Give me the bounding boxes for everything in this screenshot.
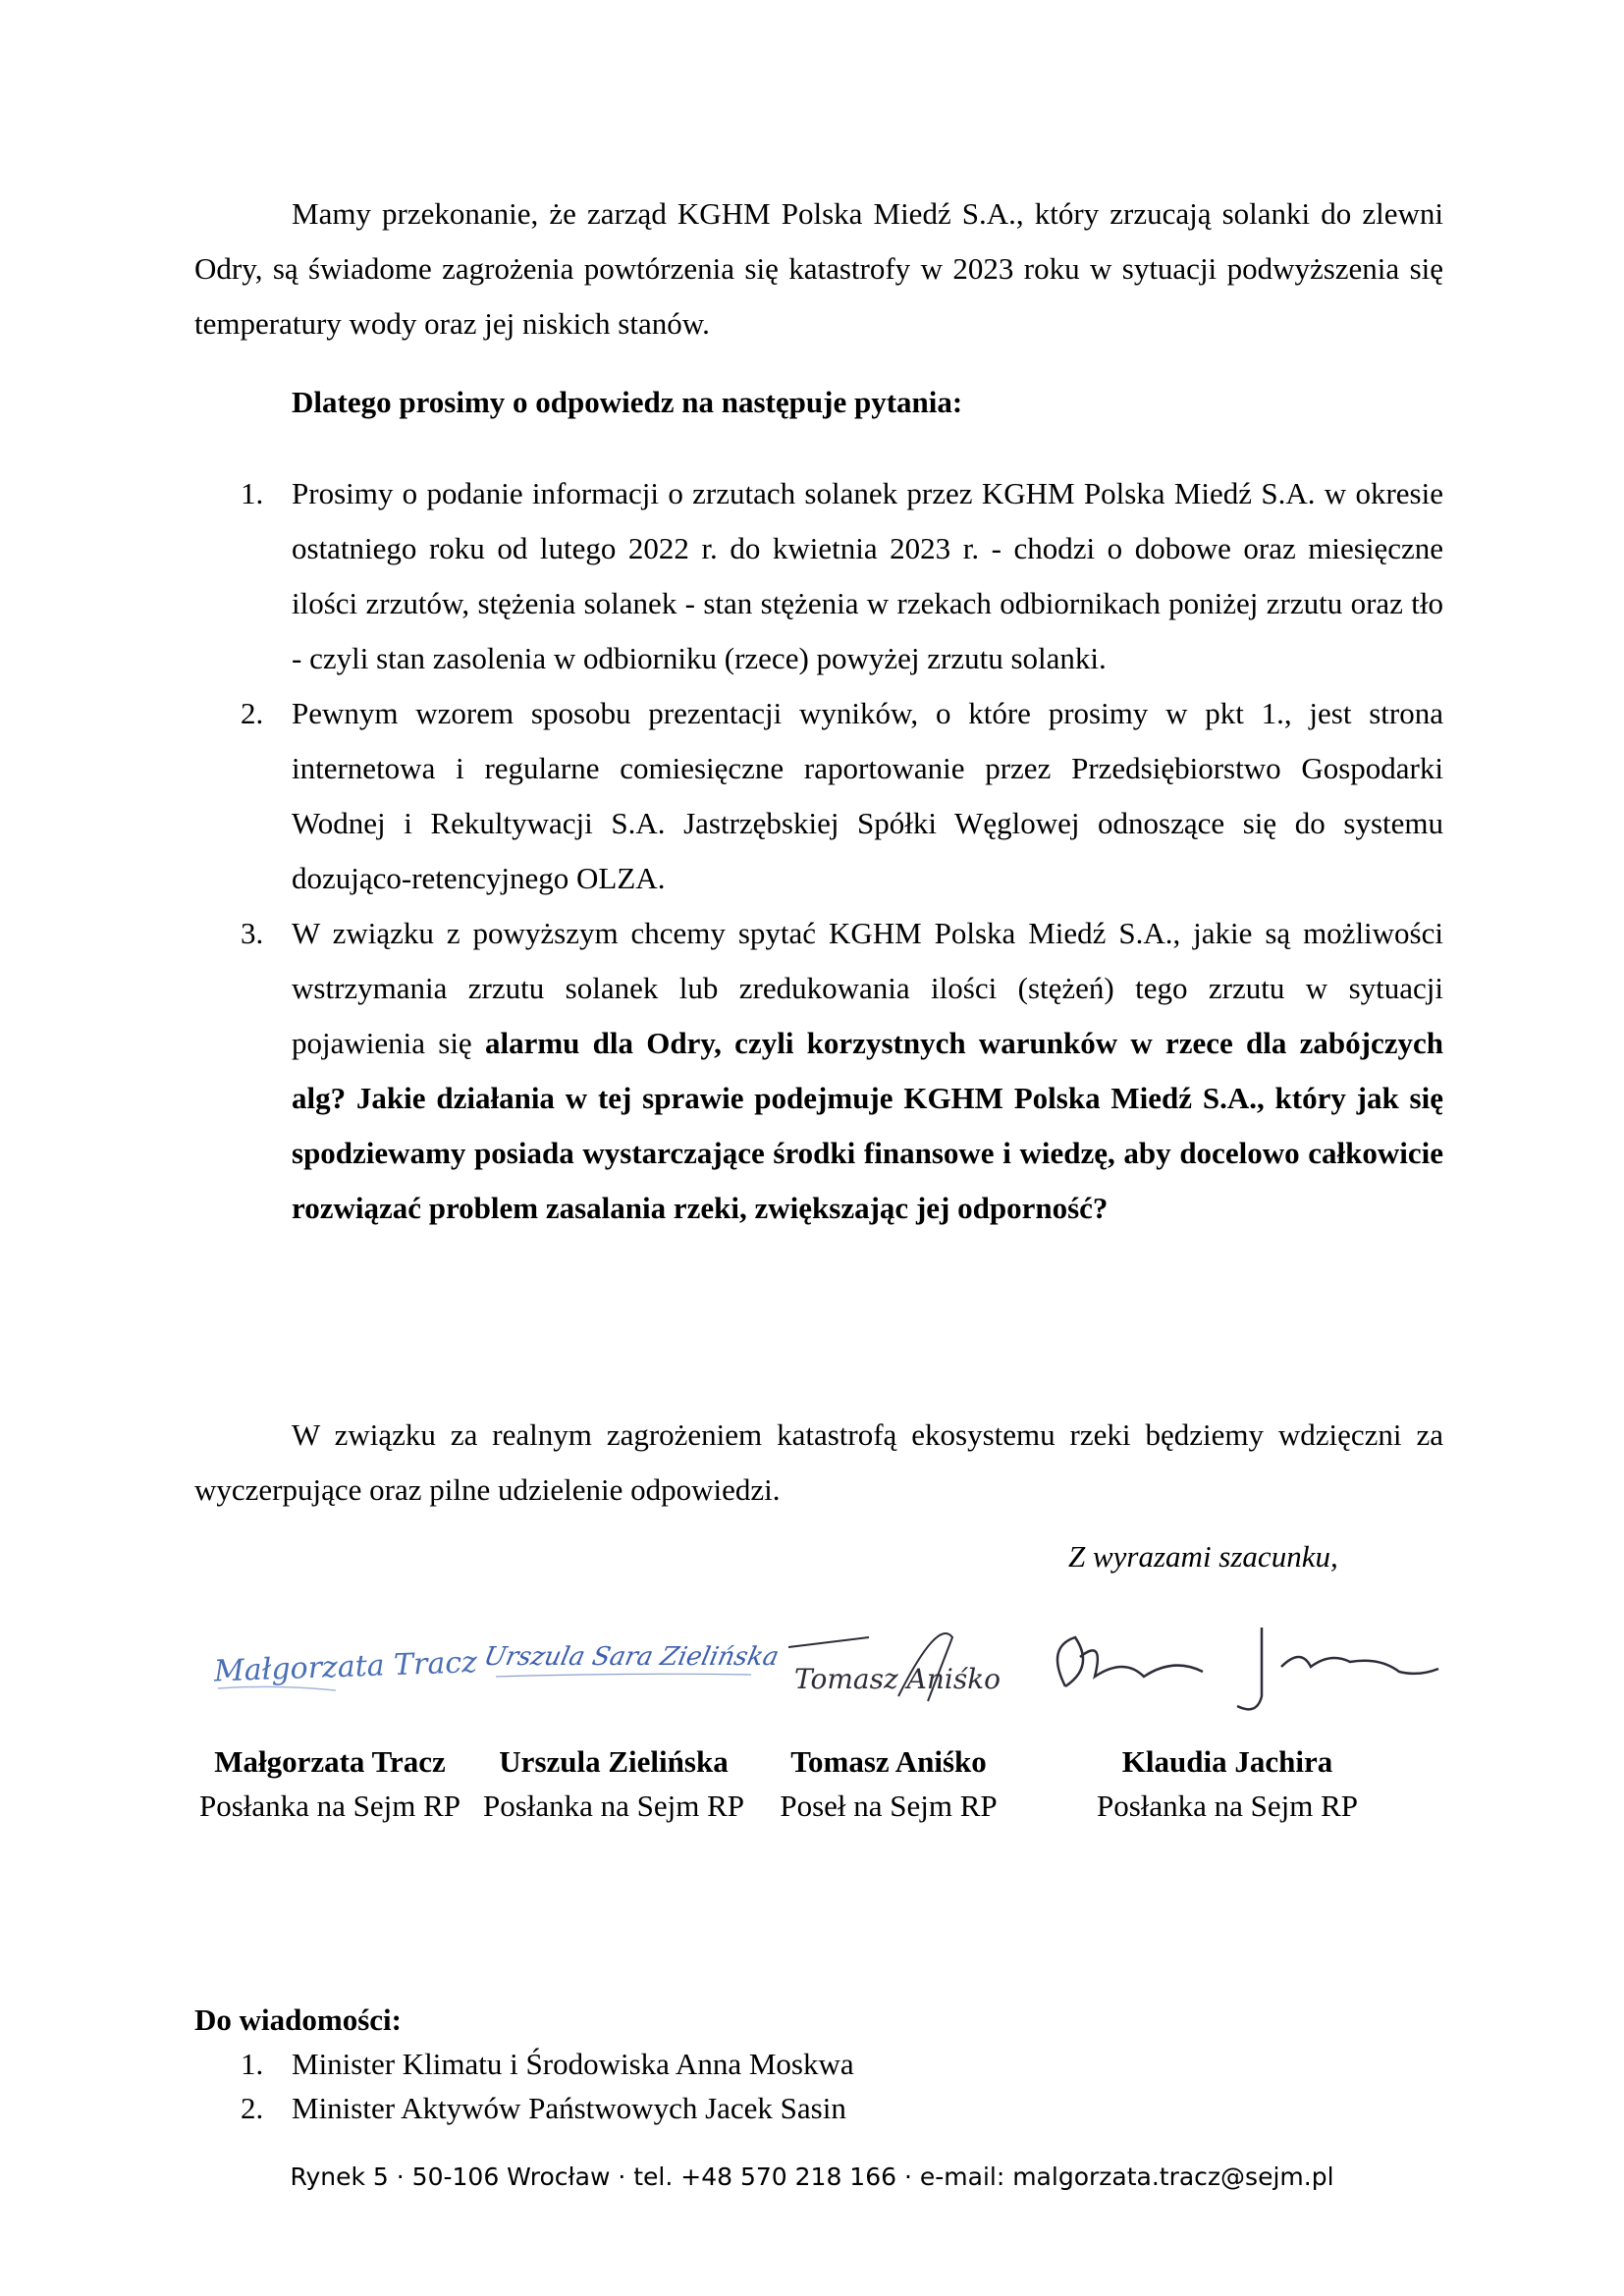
footer-contact: Rynek 5 · 50-106 Wrocław · tel. +48 570 218 166 · e-mail: malgorzata.tracz@sejm.pl [290, 2163, 1334, 2191]
cc-list [194, 2042, 1373, 2130]
questions-heading: Dlatego prosimy o odpowiedz na następuje pytania: [292, 385, 963, 419]
cc-title: Do wiadomości: [194, 2002, 402, 2037]
cc-item [194, 2042, 1373, 2086]
svg-text:Małgorzata Tracz: Małgorzata Tracz [213, 1645, 478, 1689]
signer-name: Klaudia Jachira [1121, 1744, 1333, 1779]
question-number: 3. [241, 916, 264, 950]
signer-role: Posłanka na Sejm RP [198, 1789, 461, 1823]
signer-name: Małgorzata Tracz [214, 1744, 446, 1779]
svg-text:Tomasz Aniśko: Tomasz Aniśko [794, 1663, 1001, 1695]
signer-block [196, 1739, 463, 1828]
intro-paragraph: Mamy przekonanie, że zarząd KGHM Polska Miedź S.A., który zrzucają solanki do zlewni Odry, są świadome zagrożenia powtórzenia się katastrofy w 2023 roku w sytuacji podwyższenia się temperatury wody oraz jej niskich stanów. [194, 196, 1443, 341]
question-item [194, 906, 1443, 1236]
signer-block [1041, 1739, 1414, 1828]
cc-item [194, 2086, 1373, 2130]
signature-anisko-image [781, 1608, 1016, 1716]
cc-number: 2. [241, 2091, 264, 2125]
questions-list [194, 466, 1443, 1236]
signer-role: Posłanka na Sejm RP [1096, 1789, 1359, 1823]
cc-number: 1. [241, 2047, 264, 2081]
signer-name: Urszula Zielińska [499, 1744, 729, 1779]
cc-text: Minister Aktywów Państwowych Jacek Sasin [292, 2091, 846, 2125]
closing-paragraph: W związku za realnym zagrożeniem katastrofą ekosystemu rzeki będziemy wdzięczni za wyczerpujące oraz pilne udzielenie odpowiedzi. [194, 1417, 1443, 1507]
closing-salutation: Z wyrazami szacunku, [1068, 1539, 1338, 1574]
svg-text:Urszula Sara Zielińska: Urszula Sara Zielińska [481, 1642, 782, 1672]
signer-block [771, 1739, 1006, 1828]
question-text: Pewnym wzorem sposobu prezentacji wyników, o które prosimy w pkt 1., jest strona internetowa i regularne comiesięczne raportowanie przez Przedsiębiorstwo Gospodarki Wodnej i Rekultywacji S.A. Jastrzębskiej Spółki Węglowej odnoszące się do systemu dozująco-retencyjnego OLZA. [292, 696, 1443, 895]
signer-role: Posłanka na Sejm RP [482, 1789, 745, 1823]
question-text: Prosimy o podanie informacji o zrzutach solanek przez KGHM Polska Miedź S.A. w okresie ostatniego roku od lutego 2022 r. do kwietnia 2023 r. - chodzi o dobowe oraz miesięczne ilości zrzutów, stężenia solanek - stan stężenia w rzekach odbiornikach poniżej zrzutu oraz tło - czyli stan zasolenia w odbiorniku (rzece) powyżej zrzutu solanki. [292, 476, 1443, 675]
question-item [194, 686, 1443, 906]
signature-tracz-image [208, 1608, 478, 1716]
question-number: 1. [241, 476, 264, 510]
signer-block [481, 1739, 746, 1828]
signature-zielinska [481, 1608, 782, 1716]
signer-name: Tomasz Aniśko [790, 1744, 987, 1779]
question-number: 2. [241, 696, 264, 730]
signature-anisko [781, 1608, 1016, 1716]
question-item [194, 466, 1443, 686]
signer-role: Poseł na Sejm RP [780, 1789, 998, 1823]
question-text: W związku z powyższym chcemy spytać KGHM Polska Miedź S.A., jakie są możliwości wstrzymania zrzutu solanek lub zredukowania ilości (stężeń) tego zrzutu w sytuacji pojawienia się [292, 916, 1443, 1060]
signature-tracz [208, 1608, 478, 1716]
cc-text: Minister Klimatu i Środowiska Anna Moskwa [292, 2047, 854, 2081]
signature-zielinska-image [481, 1608, 782, 1716]
question-bold-text: alarmu dla Odry, czyli korzystnych warunków w rzece dla zabójczych alg? Jakie działania w tej sprawie podejmuje KGHM Polska Miedź S.A., który jak się spodziewamy posiada wystarczające środki finansowe i wiedzę, aby docelowo całkowicie rozwiązać problem zasalania rzeki, zwiększając jej odporność? [292, 1026, 1443, 1225]
signature-jachira [1036, 1608, 1448, 1716]
signature-jachira-image [1036, 1608, 1448, 1716]
